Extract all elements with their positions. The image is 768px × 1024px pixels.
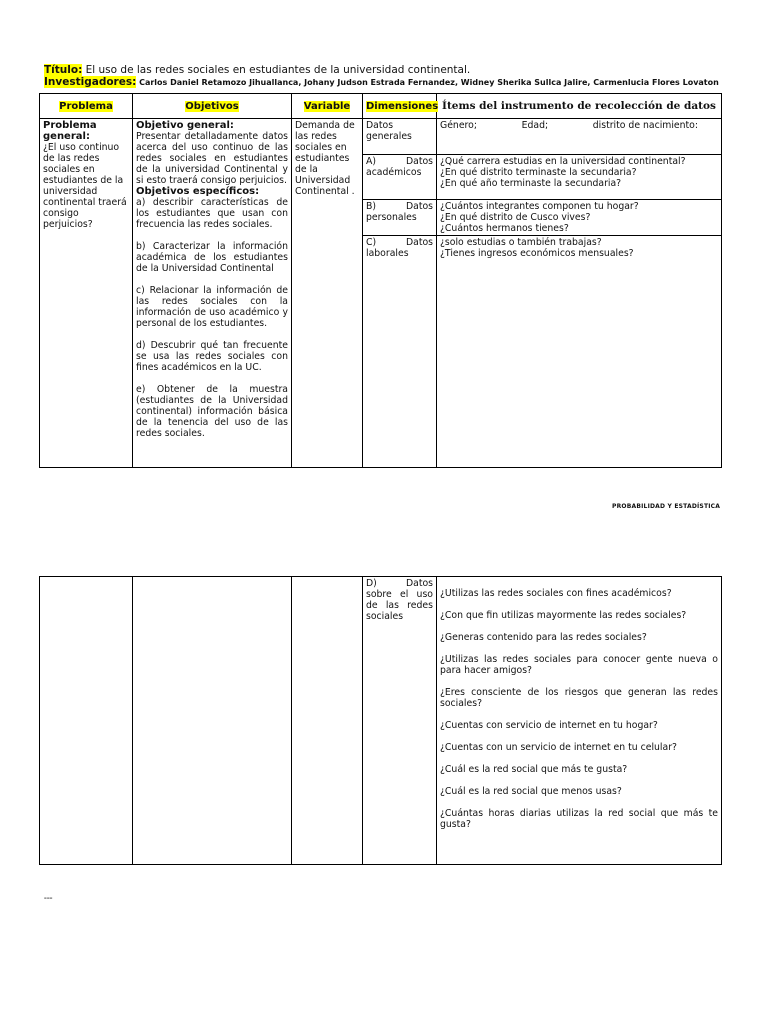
header-problema: Problema — [40, 94, 133, 119]
dimension-datos-academicos: A) Datos académicos — [363, 155, 437, 200]
tiny-footnote-mark: ▬▬▬ — [44, 896, 53, 900]
objetivos-cell — [133, 119, 292, 468]
list-item: ¿Generas contenido para las redes sociales? — [440, 632, 647, 643]
variable-text: Demanda de las redes sociales en estudiantes de la Universidad Continental . — [295, 120, 355, 197]
objetivo-especifico-c: c) Relacionar la información de las redes sociales con la información de uso académico y personal de los estudiantes. — [136, 285, 288, 329]
header-objetivos: Objetivos — [133, 94, 292, 119]
objetivos-especificos-label: Objetivos específicos: — [136, 186, 260, 197]
objetivo-especifico-e: e) Obtener de la muestra (estudiantes de la Universidad continental) información básica de la tenencia del uso de las redes sociales. — [136, 384, 288, 439]
list-item: ¿Con que fin utilizas mayormente las redes sociales? — [440, 610, 687, 621]
problema-label: Problema general: — [43, 120, 97, 142]
objetivo-especifico-d: d) Descubrir qué tan frecuente se usa las redes sociales con fines académicos en la UC. — [136, 340, 288, 373]
item-distrito-nacimiento: distrito de nacimiento: — [592, 120, 698, 131]
objetivo-general-text: Presentar detalladamente datos acerca del uso continuo de las redes sociales en estudiantes de la universidad Continental y si esto traerá consigo perjuicios. — [136, 131, 288, 186]
research-matrix-continuation-table — [39, 576, 722, 865]
investigators-text: Carlos Daniel Retamozo Jihuallanca, Johany Judson Estrada Fernandez, Widney Sherika Sullca Jalire, Carmenlucia Flores Lovaton — [139, 78, 719, 87]
list-item: ¿Cuántas horas diarias utilizas la red social que más te gusta? — [440, 808, 718, 830]
table-row — [40, 577, 722, 865]
list-item: ¿Cuál es la red social que más te gusta? — [440, 764, 628, 775]
list-item: ¿Utilizas las redes sociales con fines académicos? — [440, 588, 672, 599]
items-uso-redes — [437, 577, 722, 865]
list-item: ¿Eres consciente de los riesgos que generan las redes sociales? — [440, 687, 718, 709]
title-text: El uso de las redes sociales en estudiantes de la universidad continental. — [85, 64, 471, 76]
problema-cell — [40, 119, 133, 468]
title-label: Título: — [44, 64, 83, 76]
items-datos-academicos: ¿Qué carrera estudias en la universidad continental? ¿En qué distrito terminaste la secundaria? ¿En qué año terminaste la secundaria? — [437, 155, 722, 200]
header-row — [40, 94, 722, 119]
course-footer-label: PROBABILIDAD Y ESTADÍSTICA — [612, 503, 721, 510]
header-items: Ítems del instrumento de recolección de datos — [437, 94, 722, 119]
investigators-line — [44, 76, 719, 88]
list-item: ¿Utilizas las redes sociales para conocer gente nueva o para hacer amigos? — [440, 654, 718, 676]
list-item: ¿Cuentas con un servicio de internet en tu celular? — [440, 742, 677, 753]
dimension-datos-generales: Datos generales — [363, 119, 437, 155]
dimension-uso-redes: D) Datos sobre el uso de las redes sociales — [363, 577, 437, 865]
dimension-datos-personales: B) Datos personales — [363, 200, 437, 236]
list-item: ¿Cuál es la red social que menos usas? — [440, 786, 622, 797]
item-edad: Edad; — [521, 120, 549, 131]
header-variable: Variable — [292, 94, 363, 119]
list-item: ¿Cuentas con servicio de internet en tu hogar? — [440, 720, 658, 731]
objetivo-especifico-b: b) Caracterizar la información académica de los estudiantes de la Universidad Continental — [136, 241, 288, 274]
item-genero: Género; — [440, 120, 477, 131]
objetivo-general-label: Objetivo general: — [136, 120, 234, 131]
items-datos-generales — [437, 119, 722, 155]
objetivo-especifico-a: a) describir características de los estudiantes que usan con frecuencia las redes sociales. — [136, 197, 288, 230]
header-dimensiones: Dimensiones — [363, 94, 437, 119]
dimension-datos-laborales: C) Datos laborales — [363, 236, 437, 468]
investigators-label: Investigadores: — [44, 76, 137, 88]
problema-text: ¿El uso continuo de las redes sociales en estudiantes de la universidad continental traerá consigo perjuicios? — [43, 142, 127, 230]
empty-objetivos-cell — [133, 577, 292, 865]
variable-cell — [292, 119, 363, 468]
table-row — [40, 119, 722, 155]
empty-variable-cell — [292, 577, 363, 865]
research-matrix-table — [39, 93, 722, 468]
items-datos-personales: ¿Cuántos integrantes componen tu hogar? ¿En qué distrito de Cusco vives? ¿Cuántos hermanos tienes? — [437, 200, 722, 236]
title-line — [44, 64, 470, 76]
items-datos-laborales: ¿solo estudias o también trabajas? ¿Tienes ingresos económicos mensuales? — [437, 236, 722, 468]
empty-problema-cell — [40, 577, 133, 865]
